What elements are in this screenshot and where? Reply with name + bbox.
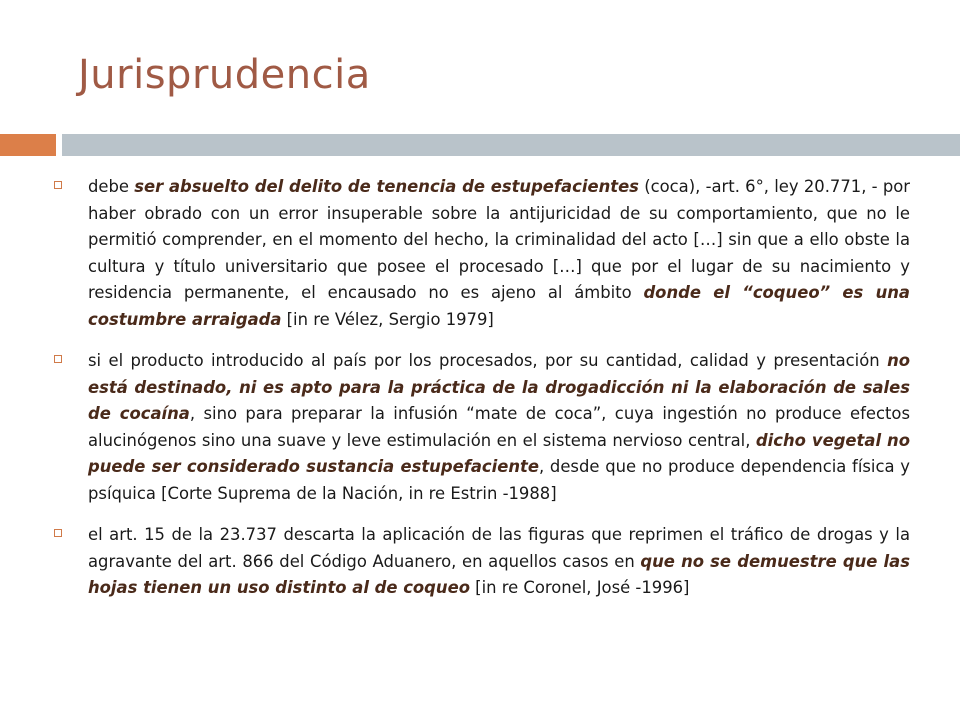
text-segment: si el producto introducido al país por los procesados, por su cantidad, calidad y presentación	[88, 351, 888, 370]
slide-content	[54, 174, 910, 617]
citation-segment: [in re Vélez, Sergio 1979]	[281, 309, 494, 329]
accent-bar	[0, 134, 56, 156]
citation-segment: , desde que no produce dependencia física y psíquica [Corte Suprema de la Nación, in re Estrin -1988]	[88, 457, 910, 503]
bullet-text	[88, 525, 910, 597]
bullet-item	[54, 174, 910, 333]
citation-segment: [in re Coronel, José -1996]	[469, 578, 690, 597]
text-segment: (coca), -art. 6°, ley 20.771, - por haber obrado con un error insuperable sobre la antijuricidad de su comportamiento, que no le permitió comprender, en el momento del hecho, la criminalidad del acto […] sin que a ello obste la cultura y título universitario que posee el procesado […] que por el lugar de su nacimiento y residencia permanente, el encausado no es ajeno al ámbito	[88, 177, 911, 302]
square-bullet-icon	[54, 355, 62, 363]
emphasis-segment: dicho vegetal no puede ser considerado sustancia estupefaciente	[88, 430, 910, 476]
header-bar	[62, 134, 960, 156]
emphasis-segment: ser absuelto del delito de tenencia de estupefacientes	[134, 177, 639, 196]
bullet-text	[88, 177, 910, 329]
text-segment: el art. 15 de la 23.737 descarta la aplicación de las figuras que reprimen el tráfico de drogas y la agravante del art. 866 del Código Aduanero, en aquellos casos en	[88, 525, 910, 571]
bullet-text	[88, 351, 910, 503]
bullet-item	[54, 522, 910, 602]
square-bullet-icon	[54, 181, 62, 189]
text-segment: , sino para preparar la infusión “mate de coca”, cuya ingestión no produce efectos alucinógenos sino una suave y leve estimulación en el sistema nervioso central,	[88, 404, 910, 450]
text-segment: debe	[88, 177, 135, 196]
bullet-item	[54, 348, 910, 507]
slide-title: Jurisprudencia	[78, 52, 371, 98]
square-bullet-icon	[54, 529, 62, 537]
emphasis-segment: no está destinado, ni es apto para la práctica de la drogadicción ni la elaboración de sales de cocaína	[88, 351, 910, 423]
emphasis-segment: que no se demuestre que las hojas tienen un uso distinto al de coqueo	[88, 551, 910, 597]
emphasis-segment: donde el “coqueo” es una costumbre arraigada	[88, 283, 910, 329]
